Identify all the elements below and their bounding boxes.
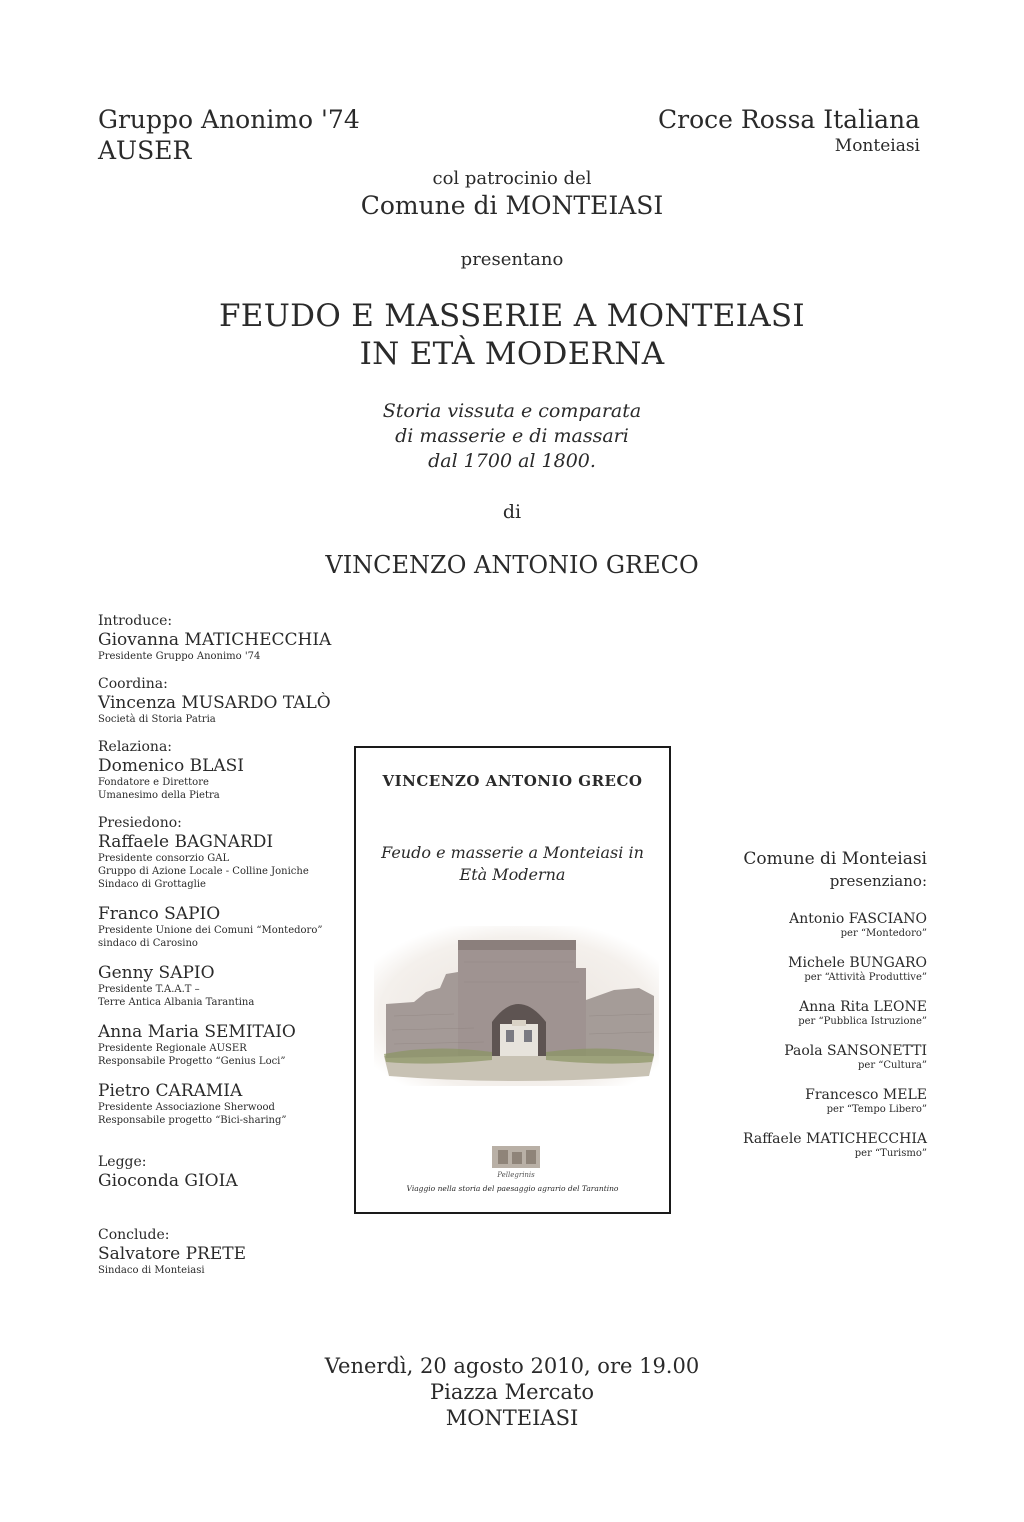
event-date: Venerdì, 20 agosto 2010, ore 19.00	[324, 1354, 700, 1378]
council-heading: Comune di Monteiasi	[743, 849, 927, 869]
event-title-line1: FEUDO E MASSERIE A MONTEIASI	[219, 298, 805, 334]
council-member-name: Michele BUNGARO	[788, 955, 927, 971]
presiding-person	[98, 904, 348, 950]
person-desc: Presidente Regionale AUSER	[98, 1043, 247, 1054]
person-name: Vincenza MUSARDO TALÒ	[98, 693, 331, 713]
program-relaziona	[98, 739, 348, 802]
council-member-name: Raffaele MATICHECCHIA	[743, 1131, 927, 1147]
person-desc: Presidente T.A.A.T –	[98, 984, 200, 995]
masseria-gate-photo	[374, 926, 659, 1086]
council-member-name: Francesco MELE	[805, 1087, 927, 1103]
organizer-croce-rossa: Croce Rossa Italiana	[658, 105, 920, 134]
publisher-logo-text: Pellegrinis	[497, 1171, 535, 1179]
council-member-role: per “Attività Produttive”	[804, 972, 927, 983]
person-desc: Presidente consorzio GAL	[98, 853, 230, 864]
book-cover-title-line1: Feudo e masserie a Monteiasi in	[381, 843, 644, 862]
person-desc: Società di Storia Patria	[98, 714, 216, 725]
book-cover-title	[356, 842, 669, 886]
subtitle-line2: di masserie e di massari	[395, 425, 629, 447]
event-subtitle	[0, 399, 1024, 474]
person-desc: Responsabile progetto “Bici-sharing”	[98, 1115, 287, 1126]
book-cover-author: VINCENZO ANTONIO GRECO	[382, 772, 643, 790]
person-name: Pietro CARAMIA	[98, 1081, 243, 1101]
by-word: di	[502, 501, 522, 523]
council-member	[707, 1131, 927, 1160]
role-label: Relaziona:	[98, 739, 173, 755]
council-member	[707, 955, 927, 984]
person-desc: Presidente Gruppo Anonimo '74	[98, 651, 261, 662]
council-member-role: per “Tempo Libero”	[826, 1104, 927, 1115]
person-desc: sindaco di Carosino	[98, 938, 198, 949]
person-name: Raffaele BAGNARDI	[98, 832, 274, 852]
book-cover	[354, 746, 671, 1214]
person-desc: Gruppo di Azione Locale - Colline Joniche	[98, 866, 309, 877]
role-label: Introduce:	[98, 613, 173, 629]
council-member	[707, 999, 927, 1028]
person-name: Giovanna MATICHECCHIA	[98, 630, 332, 650]
council-member	[707, 1043, 927, 1072]
council-member-role: per “Pubblica Istruzione”	[798, 1016, 927, 1027]
program-list	[98, 613, 348, 1290]
organizer-auser: AUSER	[98, 136, 192, 165]
person-name: Gioconda GIOIA	[98, 1171, 238, 1191]
person-desc: Responsabile Progetto “Genius Loci”	[98, 1056, 286, 1067]
person-desc: Sindaco di Monteiasi	[98, 1265, 205, 1276]
council-subheading: presenziano:	[829, 872, 927, 890]
event-details	[0, 1353, 1024, 1431]
council-member-role: per “Cultura”	[858, 1060, 927, 1071]
council-member-name: Paola SANSONETTI	[784, 1043, 927, 1059]
person-name: Genny SAPIO	[98, 963, 215, 983]
event-city: MONTEIASI	[445, 1406, 579, 1430]
event-venue: Piazza Mercato	[429, 1380, 595, 1404]
person-name: Franco SAPIO	[98, 904, 221, 924]
person-desc: Presidente Unione dei Comuni “Montedoro”	[98, 925, 323, 936]
organizer-gruppo-anonimo: Gruppo Anonimo '74	[98, 105, 360, 134]
presiding-person	[98, 1081, 348, 1127]
presentano-text: presentano	[460, 249, 564, 270]
person-desc: Terre Antica Albania Tarantina	[98, 997, 255, 1008]
council-member-name: Anna Rita LEONE	[799, 999, 927, 1015]
event-title	[0, 297, 1024, 373]
presiding-person	[98, 832, 348, 891]
person-desc: Umanesimo della Pietra	[98, 790, 220, 801]
program-introduce	[98, 613, 348, 663]
publisher-logo-icon	[490, 1144, 542, 1182]
role-label: Conclude:	[98, 1227, 170, 1243]
subtitle-line1: Storia vissuta e comparata	[382, 400, 642, 422]
council-member-name: Antonio FASCIANO	[789, 911, 927, 927]
event-title-line2: IN ETÀ MODERNA	[359, 336, 665, 372]
role-label: Presiedono:	[98, 815, 182, 831]
council-member	[707, 1087, 927, 1116]
person-desc: Fondatore e Direttore	[98, 777, 209, 788]
program-coordina	[98, 676, 348, 726]
presiding-person	[98, 1022, 348, 1068]
person-name: Salvatore PRETE	[98, 1244, 247, 1264]
program-presiedono	[98, 815, 348, 1127]
organizers-left	[98, 104, 360, 166]
council-member-role: per “Montedoro”	[840, 928, 927, 939]
patronage-comune: Comune di MONTEIASI	[360, 191, 664, 220]
organizer-right	[658, 104, 920, 157]
role-label: Coordina:	[98, 676, 168, 692]
person-name: Anna Maria SEMITAIO	[98, 1022, 296, 1042]
council-list	[707, 848, 927, 1175]
subtitle-line3: dal 1700 al 1800.	[428, 450, 596, 472]
patronage-intro: col patrocinio del	[432, 168, 592, 189]
book-cover-title-line2: Età Moderna	[459, 865, 566, 884]
presiding-person	[98, 963, 348, 1009]
role-label: Legge:	[98, 1154, 147, 1170]
book-cover-series: Viaggio nella storia del paesaggio agrario del Tarantino	[406, 1184, 619, 1193]
author-name: VINCENZO ANTONIO GRECO	[325, 551, 699, 579]
person-name: Domenico BLASI	[98, 756, 245, 776]
person-desc: Presidente Associazione Sherwood	[98, 1102, 275, 1113]
program-conclude	[98, 1227, 348, 1277]
council-members	[707, 911, 927, 1160]
organizer-croce-rossa-place: Monteiasi	[834, 136, 920, 156]
person-desc: Sindaco di Grottaglie	[98, 879, 206, 890]
council-member-role: per “Turismo”	[854, 1148, 927, 1159]
council-member	[707, 911, 927, 940]
program-legge	[98, 1154, 348, 1191]
